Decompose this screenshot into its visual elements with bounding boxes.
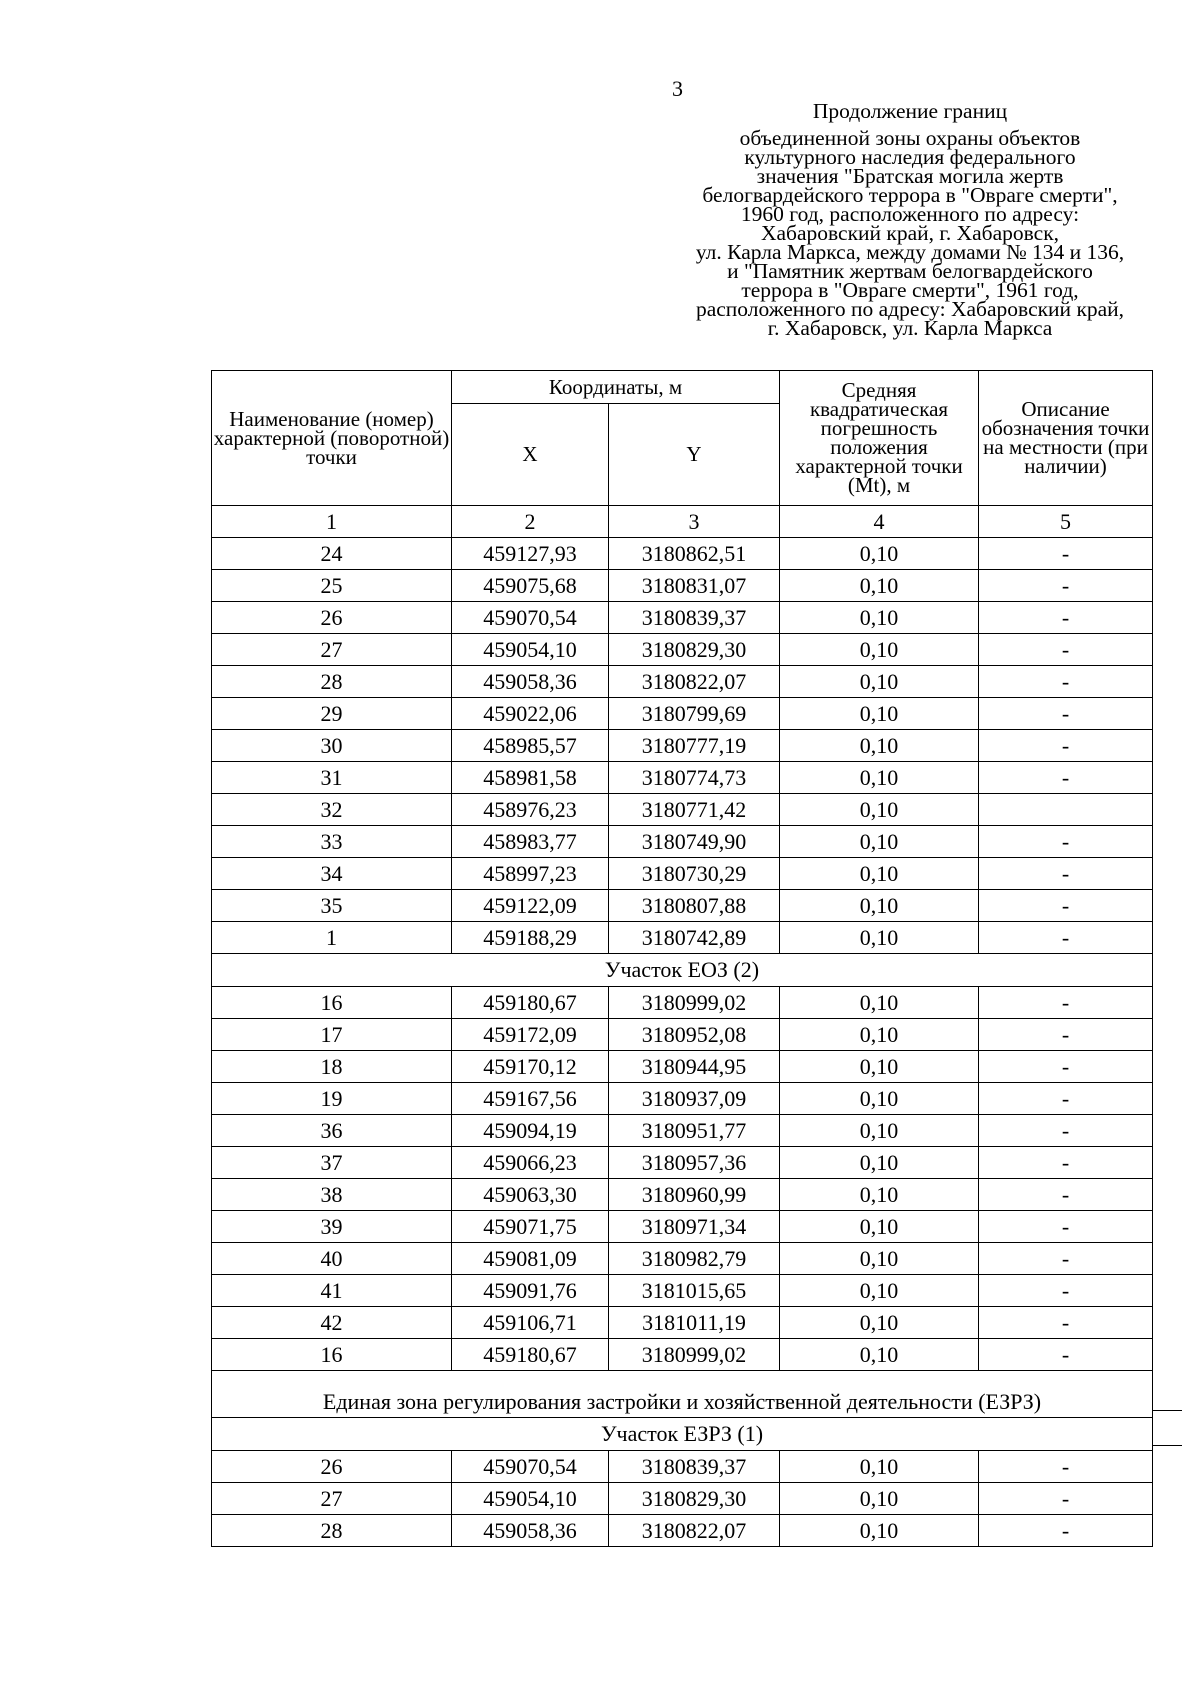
heading-line: террора в "Овраге смерти", 1961 год, [741, 278, 1079, 302]
cell-point-number: 39 [212, 1211, 452, 1243]
cell-point-number: 27 [212, 1483, 452, 1515]
heading-line: объединенной зоны охраны объектов [739, 126, 1081, 150]
cell-x: 459063,30 [452, 1179, 609, 1211]
cell-x: 458997,23 [452, 858, 609, 890]
heading-line: и "Памятник жертвам белогвардейского [727, 259, 1093, 283]
table-row [212, 762, 1153, 794]
page-number: 3 [672, 76, 683, 101]
cell-description: - [979, 538, 1153, 570]
cell-error: 0,10 [780, 1451, 979, 1483]
table-row [212, 602, 1153, 634]
cell-point-number: 29 [212, 698, 452, 730]
table-row [212, 1179, 1153, 1211]
cell-y: 3180730,29 [609, 858, 780, 890]
cell-y: 3181011,19 [609, 1307, 780, 1339]
cell-error: 0,10 [780, 1483, 979, 1515]
cell-error: 0,10 [780, 1307, 979, 1339]
table-row [212, 1243, 1153, 1275]
cell-error: 0,10 [780, 1515, 979, 1547]
zone-title-row [212, 1371, 1153, 1418]
table-row [212, 698, 1153, 730]
column-number: 5 [979, 506, 1153, 538]
cell-point-number: 19 [212, 1083, 452, 1115]
cell-point-number: 16 [212, 1339, 452, 1371]
cell-x: 458985,57 [452, 730, 609, 762]
cell-error: 0,10 [780, 1275, 979, 1307]
header-point-name: Наименование (номер) характерной (поворотной) точки [212, 371, 452, 506]
cell-point-number: 31 [212, 762, 452, 794]
header-coordinates: Координаты, м [452, 371, 780, 404]
heading-line: 1960 год, расположенного по адресу: [740, 202, 1080, 226]
cell-point-number: 42 [212, 1307, 452, 1339]
cell-point-number: 28 [212, 666, 452, 698]
cell-error: 0,10 [780, 890, 979, 922]
cell-y: 3181015,65 [609, 1275, 780, 1307]
cell-point-number: 27 [212, 634, 452, 666]
cell-error: 0,10 [780, 1083, 979, 1115]
cell-error: 0,10 [780, 1051, 979, 1083]
cell-point-number: 33 [212, 826, 452, 858]
table-row [212, 890, 1153, 922]
cell-description: - [979, 1483, 1153, 1515]
cell-x: 459091,76 [452, 1275, 609, 1307]
cell-x: 459081,09 [452, 1243, 609, 1275]
table-row [212, 1211, 1153, 1243]
cell-error: 0,10 [780, 698, 979, 730]
table-row [212, 794, 1153, 826]
cell-x: 458976,23 [452, 794, 609, 826]
cell-y: 3180822,07 [609, 1515, 780, 1547]
cell-description: - [979, 1275, 1153, 1307]
cell-error: 0,10 [780, 794, 979, 826]
cell-x: 459180,67 [452, 1339, 609, 1371]
cell-x: 458983,77 [452, 826, 609, 858]
column-number: 4 [780, 506, 979, 538]
cell-x: 459071,75 [452, 1211, 609, 1243]
table-row [212, 1019, 1153, 1051]
cell-point-number: 25 [212, 570, 452, 602]
margin-line [1152, 1410, 1182, 1411]
cell-y: 3180971,34 [609, 1211, 780, 1243]
cell-x: 459127,93 [452, 538, 609, 570]
cell-y: 3180999,02 [609, 1339, 780, 1371]
table-row [212, 1339, 1153, 1371]
cell-y: 3180777,19 [609, 730, 780, 762]
cell-point-number: 17 [212, 1019, 452, 1051]
cell-x: 459070,54 [452, 602, 609, 634]
heading-line: культурного наследия федерального [744, 145, 1076, 169]
cell-description: - [979, 858, 1153, 890]
cell-description: - [979, 922, 1153, 954]
cell-description: - [979, 730, 1153, 762]
cell-y: 3180951,77 [609, 1115, 780, 1147]
cell-point-number: 32 [212, 794, 452, 826]
cell-x: 459167,56 [452, 1083, 609, 1115]
table-row [212, 666, 1153, 698]
cell-y: 3180774,73 [609, 762, 780, 794]
column-numbers-row [212, 506, 1153, 538]
column-number: 2 [452, 506, 609, 538]
cell-y: 3180799,69 [609, 698, 780, 730]
cell-x: 458981,58 [452, 762, 609, 794]
cell-description: - [979, 1339, 1153, 1371]
header-x: X [452, 404, 609, 506]
table-row [212, 826, 1153, 858]
cell-description: - [979, 1307, 1153, 1339]
margin-line [1152, 1445, 1182, 1446]
cell-x: 459058,36 [452, 1515, 609, 1547]
cell-description: - [979, 826, 1153, 858]
cell-point-number: 26 [212, 602, 452, 634]
cell-x: 459058,36 [452, 666, 609, 698]
cell-error: 0,10 [780, 1147, 979, 1179]
cell-y: 3180829,30 [609, 1483, 780, 1515]
table-row [212, 1083, 1153, 1115]
cell-description: - [979, 987, 1153, 1019]
table-row [212, 1451, 1153, 1483]
cell-x: 459054,10 [452, 1483, 609, 1515]
cell-error: 0,10 [780, 1211, 979, 1243]
cell-description: - [979, 570, 1153, 602]
cell-description: - [979, 1051, 1153, 1083]
table-row [212, 1483, 1153, 1515]
column-number: 3 [609, 506, 780, 538]
cell-y: 3180771,42 [609, 794, 780, 826]
cell-error: 0,10 [780, 1339, 979, 1371]
table-row [212, 570, 1153, 602]
cell-description: - [979, 1451, 1153, 1483]
cell-error: 0,10 [780, 570, 979, 602]
cell-x: 459106,71 [452, 1307, 609, 1339]
cell-point-number: 38 [212, 1179, 452, 1211]
section-title: Участок ЕОЗ (2) [212, 954, 1153, 987]
header-y: Y [609, 404, 780, 506]
cell-description: - [979, 762, 1153, 794]
section-title: Участок ЕЗРЗ (1) [212, 1418, 1153, 1451]
cell-y: 3180749,90 [609, 826, 780, 858]
cell-x: 459172,09 [452, 1019, 609, 1051]
cell-error: 0,10 [780, 922, 979, 954]
cell-description: - [979, 1515, 1153, 1547]
cell-description [979, 794, 1153, 826]
section-title-row [212, 1418, 1153, 1451]
cell-y: 3180839,37 [609, 602, 780, 634]
cell-description: - [979, 1179, 1153, 1211]
cell-description: - [979, 1147, 1153, 1179]
cell-x: 459122,09 [452, 890, 609, 922]
section-title-row [212, 954, 1153, 987]
table-row [212, 922, 1153, 954]
table-row [212, 1147, 1153, 1179]
table-row [212, 634, 1153, 666]
cell-y: 3180957,36 [609, 1147, 780, 1179]
cell-error: 0,10 [780, 762, 979, 794]
cell-error: 0,10 [780, 1115, 979, 1147]
document-heading [640, 99, 1180, 340]
cell-description: - [979, 634, 1153, 666]
cell-x: 459022,06 [452, 698, 609, 730]
cell-error: 0,10 [780, 987, 979, 1019]
cell-y: 3180807,88 [609, 890, 780, 922]
cell-error: 0,10 [780, 602, 979, 634]
heading-continuation: Продолжение границ [812, 99, 1008, 123]
header-mean-square-error: Средняя квадратическая погрешность положения характерной точки (Mt), м [780, 371, 979, 506]
cell-point-number: 24 [212, 538, 452, 570]
header-point-description: Описание обозначения точки на местности (при наличии) [979, 371, 1153, 506]
cell-point-number: 40 [212, 1243, 452, 1275]
cell-error: 0,10 [780, 1179, 979, 1211]
cell-error: 0,10 [780, 826, 979, 858]
heading-line: г. Хабаровск, ул. Карла Маркса [767, 316, 1053, 340]
cell-point-number: 30 [212, 730, 452, 762]
cell-point-number: 26 [212, 1451, 452, 1483]
cell-error: 0,10 [780, 634, 979, 666]
cell-error: 0,10 [780, 858, 979, 890]
table-row [212, 1275, 1153, 1307]
cell-point-number: 1 [212, 922, 452, 954]
heading-line: ул. Карла Маркса, между домами № 134 и 136, [695, 240, 1125, 264]
heading-line: значения "Братская могила жертв [756, 164, 1064, 188]
zone-title: Единая зона регулирования застройки и хозяйственной деятельности (ЕЗРЗ) [212, 1371, 1153, 1418]
cell-point-number: 41 [212, 1275, 452, 1307]
cell-point-number: 35 [212, 890, 452, 922]
cell-point-number: 37 [212, 1147, 452, 1179]
cell-description: - [979, 1211, 1153, 1243]
cell-y: 3180960,99 [609, 1179, 780, 1211]
cell-y: 3180829,30 [609, 634, 780, 666]
cell-description: - [979, 890, 1153, 922]
table-row [212, 1115, 1153, 1147]
cell-point-number: 18 [212, 1051, 452, 1083]
cell-description: - [979, 666, 1153, 698]
table-row [212, 1307, 1153, 1339]
cell-y: 3180822,07 [609, 666, 780, 698]
cell-x: 459075,68 [452, 570, 609, 602]
cell-point-number: 36 [212, 1115, 452, 1147]
cell-x: 459094,19 [452, 1115, 609, 1147]
cell-y: 3180952,08 [609, 1019, 780, 1051]
heading-line: белогвардейского террора в "Овраге смерти", [702, 183, 1118, 207]
heading-line: Хабаровский край, г. Хабаровск, [760, 221, 1060, 245]
cell-x: 459070,54 [452, 1451, 609, 1483]
table-row [212, 1515, 1153, 1547]
cell-error: 0,10 [780, 1243, 979, 1275]
cell-y: 3180839,37 [609, 1451, 780, 1483]
cell-error: 0,10 [780, 666, 979, 698]
table-row [212, 1051, 1153, 1083]
table-row [212, 538, 1153, 570]
cell-x: 459188,29 [452, 922, 609, 954]
cell-point-number: 16 [212, 987, 452, 1019]
cell-point-number: 28 [212, 1515, 452, 1547]
cell-description: - [979, 1019, 1153, 1051]
cell-point-number: 34 [212, 858, 452, 890]
table-row [212, 730, 1153, 762]
cell-description: - [979, 1083, 1153, 1115]
cell-y: 3180862,51 [609, 538, 780, 570]
cell-y: 3180944,95 [609, 1051, 780, 1083]
column-number: 1 [212, 506, 452, 538]
cell-description: - [979, 698, 1153, 730]
cell-description: - [979, 1115, 1153, 1147]
table-row [212, 858, 1153, 890]
coordinates-table [211, 370, 1153, 1547]
cell-description: - [979, 1243, 1153, 1275]
cell-y: 3180937,09 [609, 1083, 780, 1115]
heading-line: расположенного по адресу: Хабаровский край, [695, 297, 1125, 321]
cell-y: 3180742,89 [609, 922, 780, 954]
cell-y: 3180999,02 [609, 987, 780, 1019]
cell-x: 459066,23 [452, 1147, 609, 1179]
cell-x: 459054,10 [452, 634, 609, 666]
cell-x: 459170,12 [452, 1051, 609, 1083]
cell-error: 0,10 [780, 538, 979, 570]
cell-y: 3180982,79 [609, 1243, 780, 1275]
cell-description: - [979, 602, 1153, 634]
cell-error: 0,10 [780, 730, 979, 762]
cell-error: 0,10 [780, 1019, 979, 1051]
cell-y: 3180831,07 [609, 570, 780, 602]
cell-x: 459180,67 [452, 987, 609, 1019]
table-body [212, 506, 1153, 1547]
table-row [212, 987, 1153, 1019]
